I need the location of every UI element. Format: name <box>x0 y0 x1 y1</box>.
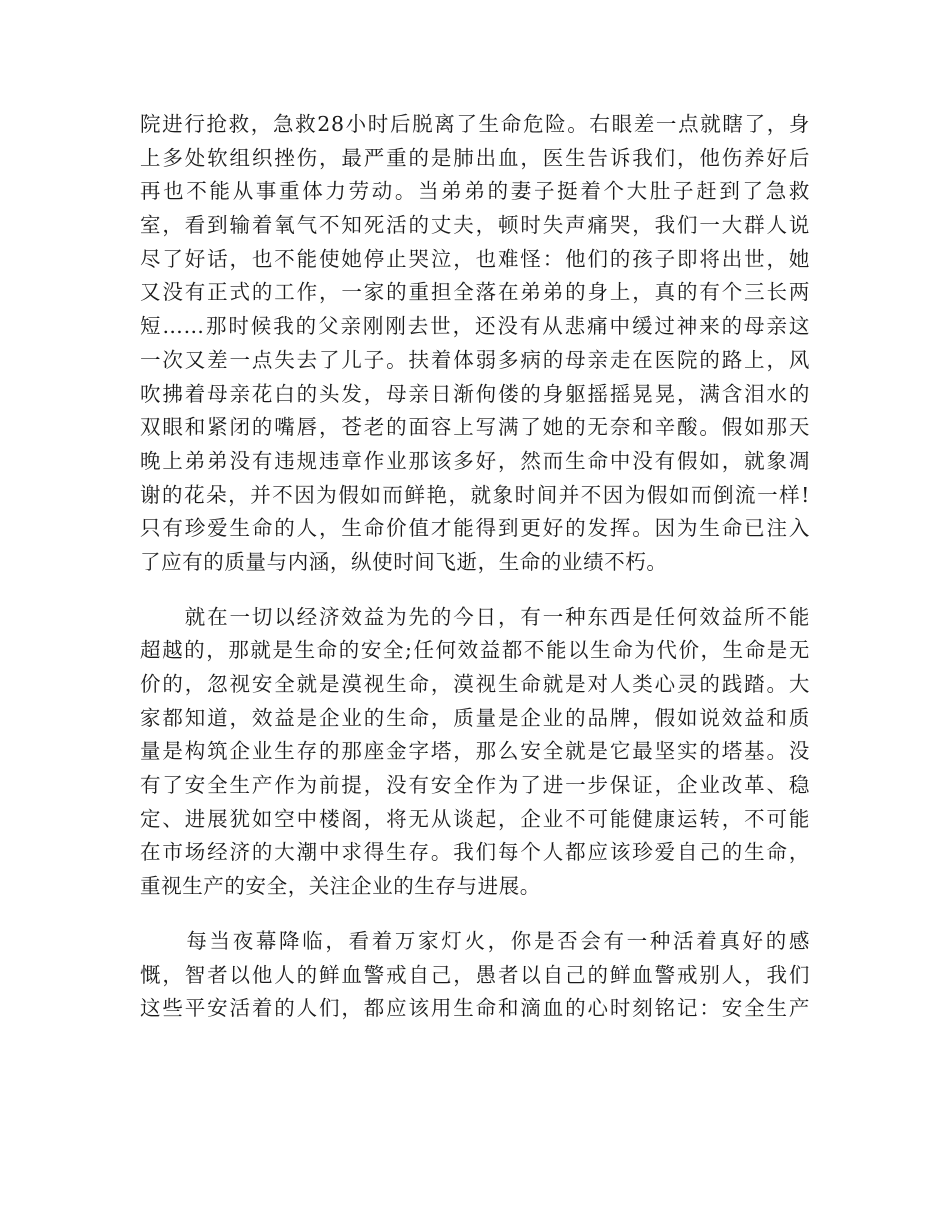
text-line: 再也不能从事重体力劳动。当弟弟的妻子挺着个大肚子赶到了急救 <box>140 179 810 204</box>
text-line: 吹拂着母亲花白的头发，母亲日渐佝偻的身躯摇摇晃晃，满含泪水的 <box>140 381 810 406</box>
text-line: 短……那时候我的父亲刚刚去世，还没有从悲痛中缓过神来的母亲这 <box>140 314 810 339</box>
paragraph-2 <box>140 601 810 904</box>
text-line: 在市场经济的大潮中求得生存。我们每个人都应该珍爱自己的生命， <box>140 840 810 865</box>
text-line: 超越的，那就是生命的安全;任何效益都不能以生命为代价，生命是无 <box>140 638 810 663</box>
text-line: 就在一切以经济效益为先的今日，有一种东西是任何效益所不能 <box>140 604 810 629</box>
text-line: 晚上弟弟没有违规违章作业那该多好，然而生命中没有假如，就象凋 <box>140 448 810 473</box>
text-line: 这些平安活着的人们，都应该用生命和滴血的心时刻铭记：安全生产 <box>140 996 810 1021</box>
text-line: 双眼和紧闭的嘴唇，苍老的面容上写满了她的无奈和辛酸。假如那天 <box>140 415 810 440</box>
text-line: 家都知道，效益是企业的生命，质量是企业的品牌，假如说效益和质 <box>140 705 810 730</box>
paragraph-1 <box>140 108 810 580</box>
paragraph-gap <box>140 580 810 601</box>
text-line: 价的，忽视安全就是漠视生命，漠视生命就是对人类心灵的践踏。大 <box>140 672 810 696</box>
text-line: 了应有的质量与内涵，纵使时间飞逝，生命的业绩不朽。 <box>140 549 668 574</box>
text-line: 谢的花朵，并不因为假如而鲜艳，就象时间并不因为假如而倒流一样! <box>140 482 810 507</box>
text-line: 重视生产的安全，关注企业的生存与进展。 <box>140 874 541 899</box>
text-line: 慨，智者以他人的鲜血警戒自己，愚者以自己的鲜血警戒别人，我们 <box>140 962 810 987</box>
text-line: 尽了好话，也不能使她停止哭泣，也难怪：他们的孩子即将出世，她 <box>140 246 810 271</box>
text-line: 一次又差一点失去了儿子。扶着体弱多病的母亲走在医院的路上，风 <box>140 347 810 372</box>
document-page <box>140 108 810 1026</box>
text-line: 又没有正式的工作，一家的重担全落在弟弟的身上，真的有个三长两 <box>140 280 810 305</box>
paragraph-gap <box>140 904 810 925</box>
paragraph-3 <box>140 925 810 1026</box>
text-line: 院进行抢救，急救28小时后脱离了生命危险。右眼差一点就瞎了，身 <box>140 112 810 136</box>
text-line: 室，看到输着氧气不知死活的丈夫，顿时失声痛哭，我们一大群人说 <box>140 213 810 238</box>
text-line: 量是构筑企业生存的那座金字塔，那么安全就是它最坚实的塔基。没 <box>140 739 810 764</box>
text-line: 每当夜幕降临，看着万家灯火，你是否会有一种活着真好的感 <box>140 928 810 953</box>
text-line: 上多处软组织挫伤，最严重的是肺出血，医生告诉我们，他伤养好后 <box>140 145 810 170</box>
text-line: 只有珍爱生命的人，生命价值才能得到更好的发挥。因为生命已注入 <box>140 516 810 541</box>
text-line: 定、进展犹如空中楼阁，将无从谈起，企业不可能健康运转，不可能 <box>140 806 810 831</box>
text-line: 有了安全生产作为前提，没有安全作为了进一步保证，企业改革、稳 <box>140 773 810 798</box>
